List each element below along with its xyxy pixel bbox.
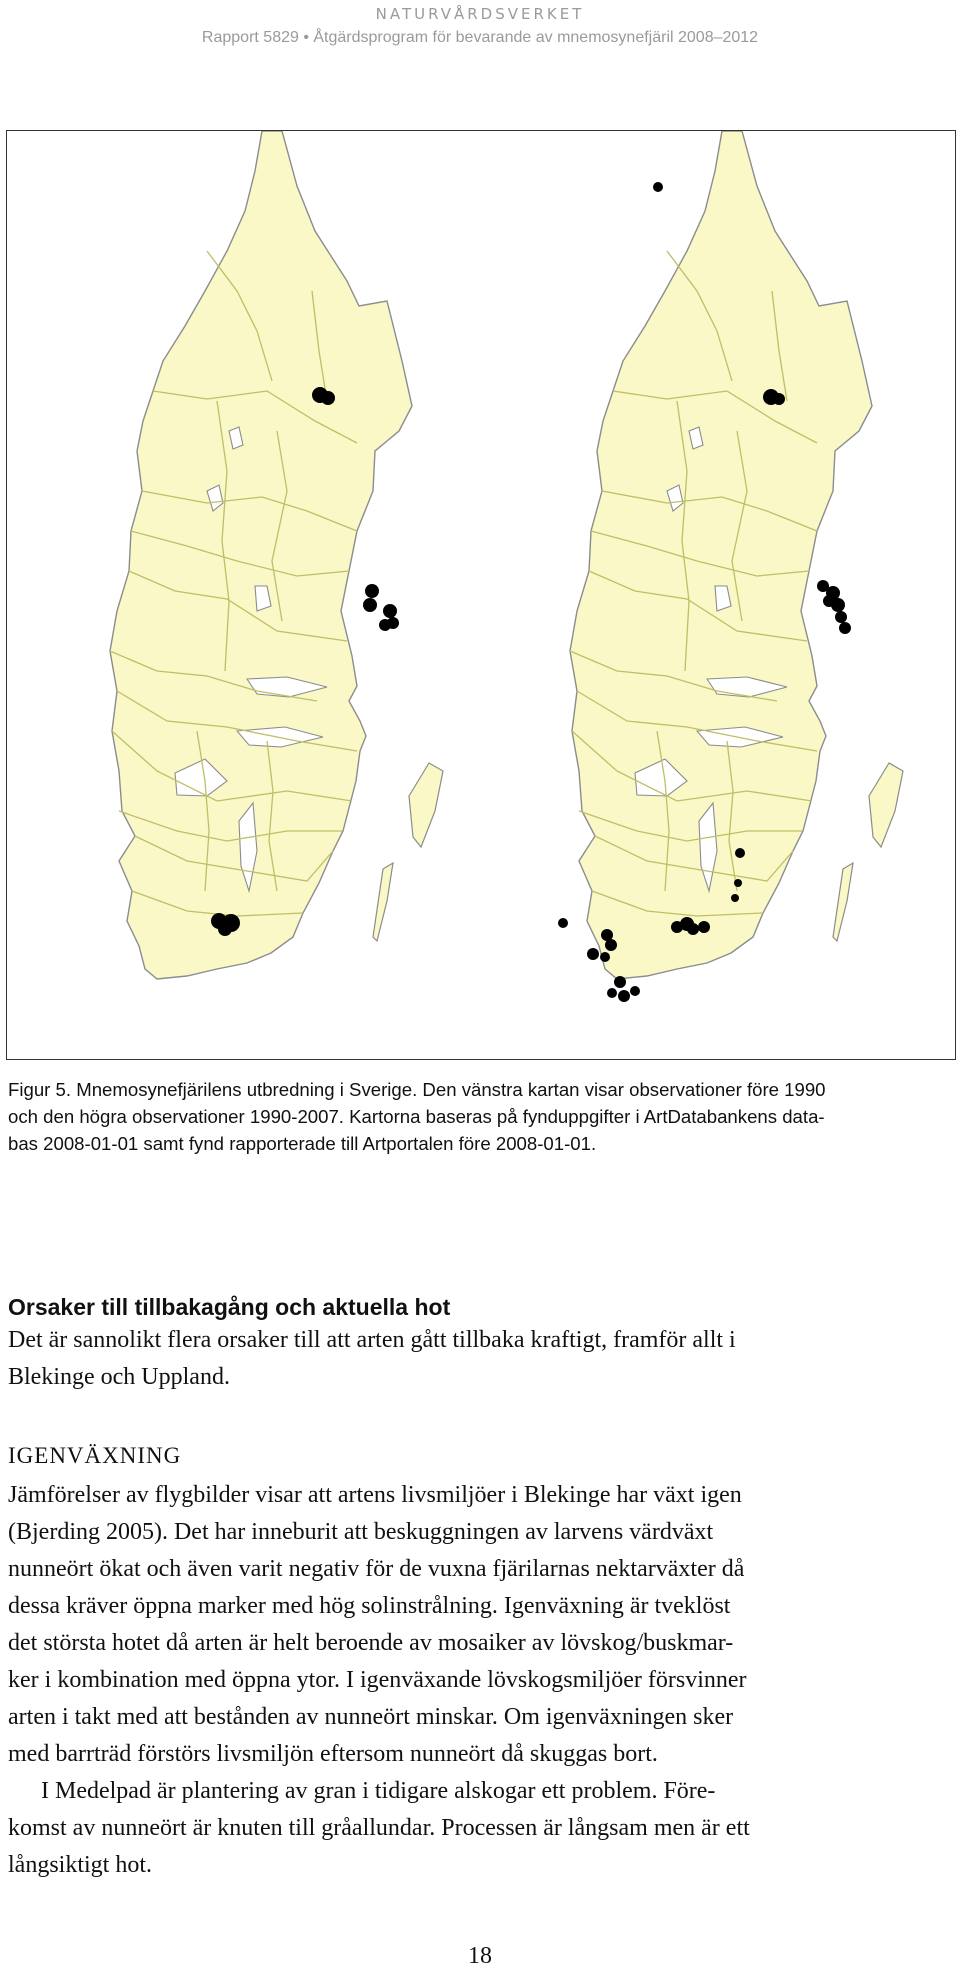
map-1990-2007	[558, 131, 903, 1002]
text-line: ker i kombination med öppna ytor. I igenväxande lövskogsmiljöer försvinner	[8, 1667, 747, 1693]
text-line: långsiktigt hot.	[8, 1852, 152, 1878]
body-text	[8, 1477, 952, 1884]
publisher-name: NATURVÅRDSVERKET	[375, 5, 585, 23]
text-line: Det är sannolikt flera orsaker till att arten gått tillbaka kraftigt, framför allt i	[8, 1327, 736, 1353]
section-heading: Orsaker till tillbakagång och aktuella hot	[8, 1294, 451, 1320]
text-line: det största hotet då arten är helt beroende av mosaiker av lövskog/buskmar-	[8, 1630, 734, 1656]
figure-caption	[8, 1076, 952, 1157]
caption-line: bas 2008-01-01 samt fynd rapporterade till Artportalen före 2008-01-01.	[8, 1133, 597, 1154]
caption-line: Figur 5. Mnemosynefjärilens utbredning i Sverige. Den vänstra kartan visar observationer före 1990	[8, 1079, 826, 1100]
text-line: nunneört ökat och även varit negativ för de vuxna fjärilarnas nektarväxter då	[8, 1556, 745, 1582]
maps-svg	[7, 131, 954, 1058]
text-line: Jämförelser av flygbilder visar att artens livsmiljöer i Blekinge har växt igen	[8, 1482, 742, 1508]
page-header	[0, 4, 960, 49]
page-number: 18	[468, 1943, 492, 1969]
text-line: I Medelpad är plantering av gran i tidigare alskogar ett problem. Före-	[41, 1778, 716, 1804]
figure-maps	[6, 130, 956, 1060]
caption-line: och den högra observationer 1990-2007. Kartorna baseras på fynduppgifter i ArtDatabankens data-	[8, 1106, 825, 1127]
text-line: med barrträd förstörs livsmiljön eftersom nunneört då skuggas bort.	[8, 1741, 658, 1767]
text-line: arten i takt med att bestånden av nunneört minskar. Om igenväxningen sker	[8, 1704, 734, 1730]
text-line: dessa kräver öppna marker med hög solinstrålning. Igenväxning är tveklöst	[8, 1593, 731, 1619]
subheading: IGENVÄXNING	[8, 1443, 182, 1468]
sweden-map-left	[110, 131, 443, 979]
map-before-1990	[110, 131, 443, 979]
intro-paragraph	[8, 1322, 952, 1396]
report-title: Rapport 5829 • Åtgärdsprogram för bevarande av mnemosynefjäril 2008–2012	[201, 29, 759, 46]
text-line: (Bjerding 2005). Det har inneburit att beskuggningen av larvens värdväxt	[8, 1519, 714, 1545]
text-line: Blekinge och Uppland.	[8, 1364, 230, 1390]
text-line: komst av nunneört är knuten till gråallundar. Processen är långsam men är ett	[8, 1815, 750, 1841]
